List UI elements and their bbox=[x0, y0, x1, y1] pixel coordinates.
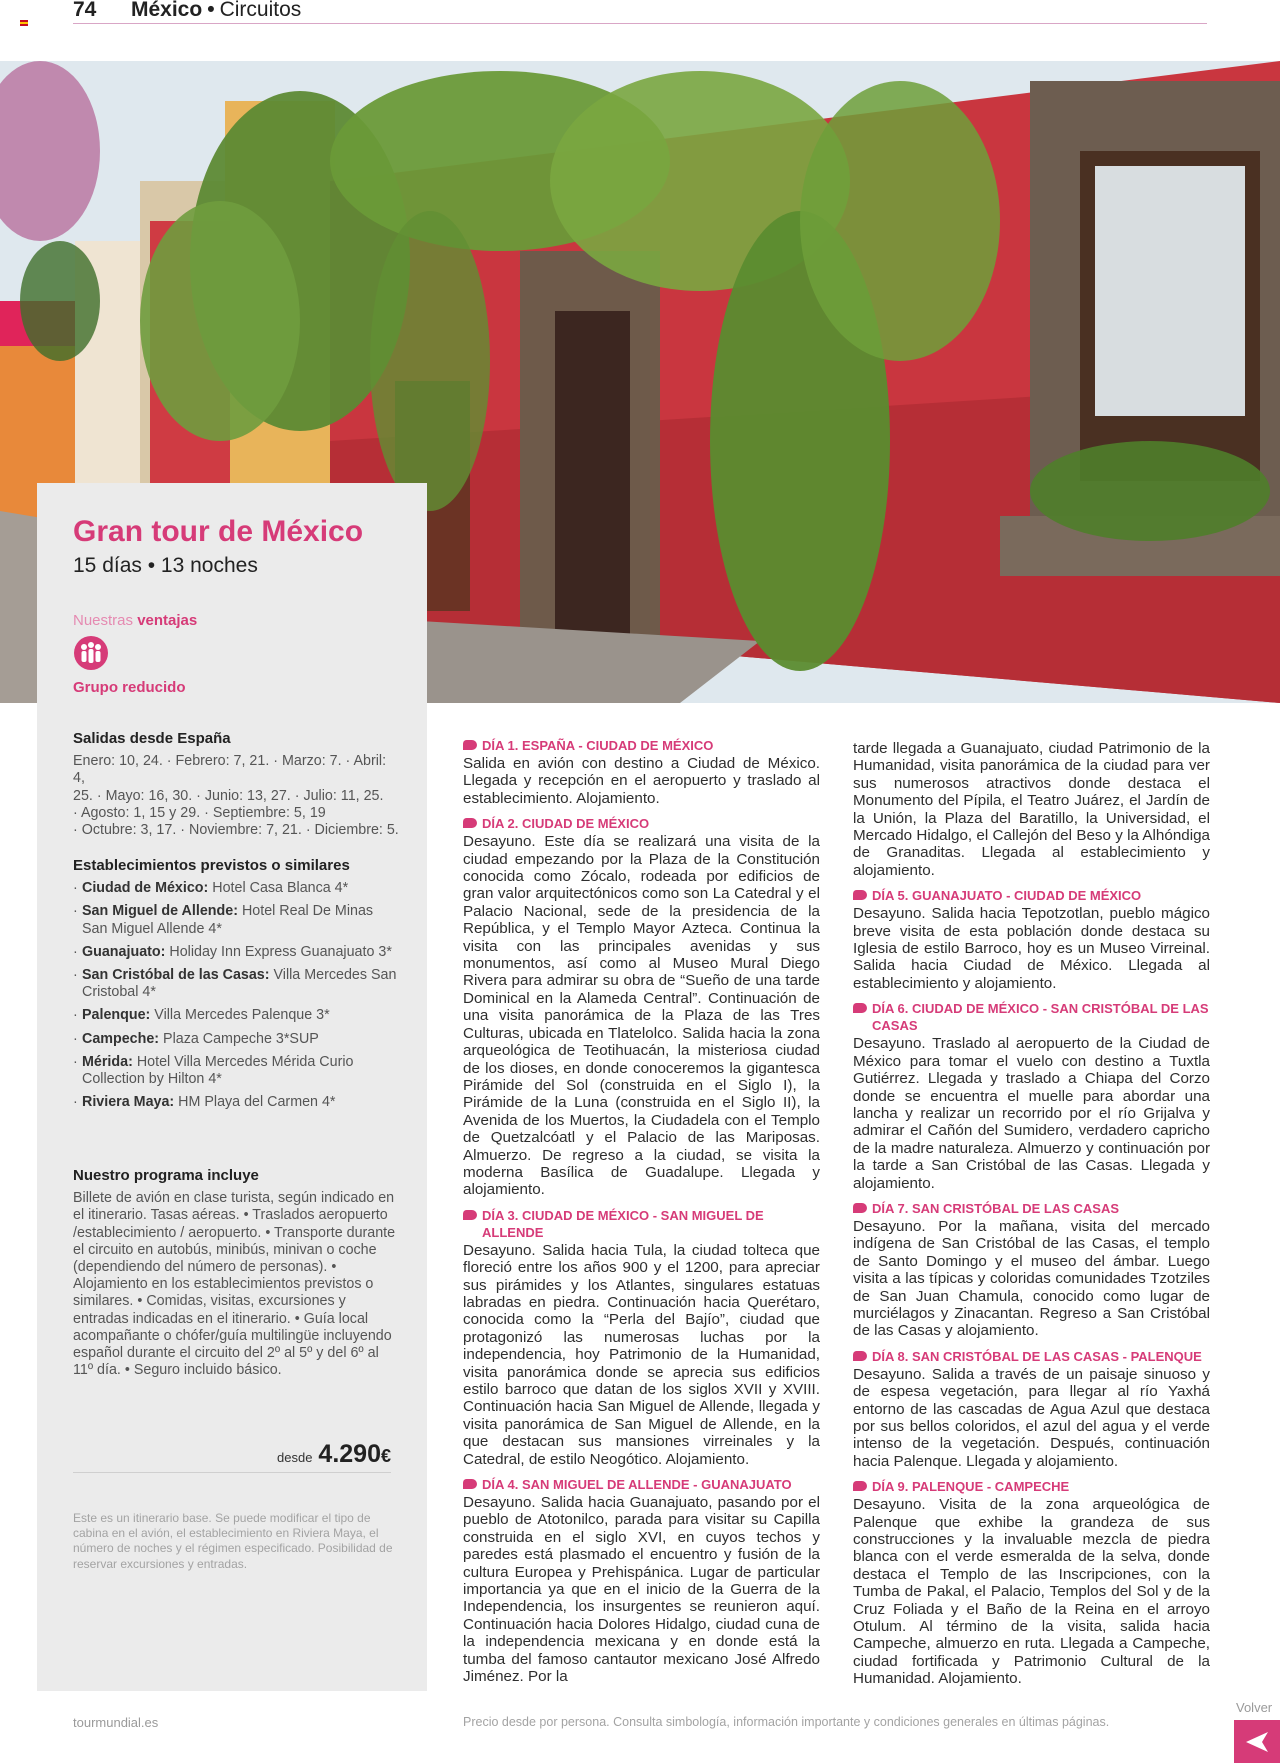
hotel-name: Hotel Real De Minas San Miguel Allende 4* bbox=[82, 903, 374, 937]
departures-line-1: Enero: 10, 24. · Febrero: 7, 21. · Marzo: 7. · Abril: 4, bbox=[73, 753, 387, 787]
day-title: DÍA 9. PALENQUE - CAMPECHE bbox=[853, 1478, 1210, 1495]
hotel-name: Villa Mercedes San Cristobal 4* bbox=[82, 967, 397, 1001]
day-title: DÍA 6. CIUDAD DE MÉXICO - SAN CRISTÓBAL DE LAS CASAS bbox=[853, 1000, 1210, 1034]
header-title bbox=[131, 0, 301, 22]
departures-section bbox=[73, 730, 399, 839]
hotel-city: Guanajuato: bbox=[82, 943, 166, 960]
includes-text: Billete de avión en clase turista, según indicado en el itinerario. Tasas aéreas. • Traslados aeropuerto /establecimiento / aeropuerto. • Transporte durante el circuito en autobús, minibús, minivan o coche (dependiendo del número de personas). • Alojamiento en los establecimientos previstos o similares. • Comidas, visitas, excursiones y entradas indicadas en el itinerario. • Guía local acompañante o chófer/guía multilingüe incluyendo español durante el circuito del 2º al 5º y del 6º al 11º día. • Seguro incluido básico. bbox=[73, 1190, 396, 1379]
footer-disclaimer: Precio desde por persona. Consulta simbología, información importante y condiciones generales en últimas páginas. bbox=[463, 1715, 1110, 1729]
advantages-label bbox=[73, 612, 197, 629]
hotel-city: Campeche: bbox=[82, 1030, 160, 1047]
day-text: Desayuno. Salida a través de un paisaje sinuoso y de espesa vegetación, para llegar al río Yaxhá entorno de las cascadas de Agua Azul que destaca por sus bellos coloridos, el azul del agua y el verde intenso de la vegetación. Después, continuación hacia Palenque. Llegada y alojamiento. bbox=[853, 1365, 1210, 1470]
day-title: DÍA 1. ESPAÑA - CIUDAD DE MÉXICO bbox=[463, 737, 820, 754]
hotel-name: HM Playa del Carmen 4* bbox=[174, 1094, 336, 1111]
departures-heading: Salidas desde España bbox=[73, 730, 231, 747]
day-title: DÍA 8. SAN CRISTÓBAL DE LAS CASAS - PALENQUE bbox=[853, 1348, 1210, 1365]
day-title: DÍA 7. SAN CRISTÓBAL DE LAS CASAS bbox=[853, 1200, 1210, 1217]
day-title: DÍA 2. CIUDAD DE MÉXICO bbox=[463, 815, 820, 832]
list-item bbox=[73, 1031, 399, 1048]
hotel-name: Plaza Campeche 3*SUP bbox=[159, 1030, 319, 1047]
departures-line-4: · Octubre: 3, 17. · Noviembre: 7, 21. · Diciembre: 5. bbox=[73, 822, 399, 839]
includes-heading: Nuestro programa incluye bbox=[73, 1167, 259, 1184]
day-text: Salida en avión con destino a Ciudad de México. Llegada y recepción en el aeropuerto y traslado al establecimiento. Alojamiento. bbox=[463, 755, 820, 807]
day-text: Desayuno. Salida hacia Guanajuato, pasando por el pueblo de Atotonilco, parada para visitar su Capilla construida en el siglo XVI, en cuyos techos y paredes está plasmado el encuentro y fusión de la cultura Europea y Prehispánica. Lugar de particular importancia ya que en el inicio de la Guerra de la Independencia, los insurgentes se reunieron aquí. Continuación hacia Dolores Hidalgo, ciudad cuna de la independencia mexicana y en donde está la tumba del famoso cantautor mexicano José Alfredo Jiménez. Por la bbox=[463, 1494, 820, 1686]
day-text-continued: tarde llegada a Guanajuato, ciudad Patrimonio de la Humanidad, visita panorámica de la ciudad para ver sus numerosos atractivos donde destaca el Monumento del Pípila, el Teatro Juárez, el Jardín de la Unión, la Plaza del Baratillo, la Universidad, el Mercado Hidalgo, el Callejón del Beso y la Alhóndiga de Granaditas. Llegada al establecimiento y alojamiento. bbox=[853, 740, 1210, 879]
tour-title: Gran tour de México bbox=[73, 515, 364, 548]
day-text: Desayuno. Visita de la zona arqueológica de Palenque que exhibe la grandeza de sus construcciones y la invaluable mezcla de piedra blanca con el verde esmeralda de la selva, donde destaca el Templo de las Inscripciones, con la Tumba de Pakal, el Palacio, Templos del Sol y de la Cruz Foliada y el Baño de la Reina en el arroyo Otulum. Al término de la visita, salida hacia Campeche, almuerzo en ruta. Llegada a Campeche, ciudad fortificada y Patrimonio Cultural de la Humanidad. Alojamiento. bbox=[853, 1496, 1210, 1688]
hotels-section bbox=[73, 857, 399, 1117]
tour-duration: 15 días • 13 noches bbox=[73, 554, 258, 577]
page-number: 74 bbox=[73, 0, 97, 21]
hotel-city: Mérida: bbox=[82, 1053, 133, 1070]
hotel-city: San Miguel de Allende: bbox=[82, 903, 238, 920]
departures-line-2: 25. · Mayo: 16, 30. · Junio: 13, 27. · Julio: 11, 25. bbox=[73, 787, 384, 804]
header-section: Circuitos bbox=[219, 0, 302, 21]
price-amount: 4.290 bbox=[318, 1440, 381, 1468]
departures-line-3: · Agosto: 1, 15 y 29. · Septiembre: 5, 19 bbox=[73, 804, 326, 821]
day-text: Desayuno. Salida hacia Tepotzotlan, pueblo mágico breve visita de esta población donde destaca su Iglesia de estilo Barroco, hoy es un Museo Virreinal. Salida hacia Ciudad de México. Llegada al establecimiento y alojamiento. bbox=[853, 905, 1210, 992]
group-icon bbox=[73, 635, 109, 671]
price-currency: € bbox=[380, 1446, 391, 1466]
spain-flag-icon bbox=[20, 20, 28, 26]
list-item bbox=[73, 944, 399, 961]
page-header bbox=[73, 0, 1207, 24]
itinerary-note: Este es un itinerario base. Se puede modificar el tipo de cabina en el avión, el establecimiento en Riviera Maya, el número de noches y el régimen especificado. Posibilidad de reservar excursiones y entradas. bbox=[73, 1511, 393, 1571]
hotel-name: Holiday Inn Express Guanajuato 3* bbox=[165, 943, 392, 960]
list-item bbox=[73, 1054, 399, 1088]
day-text: Desayuno. Traslado al aeropuerto de la Ciudad de México para tomar el vuelo con destino a Tuxtla Gutiérrez. Llegada y traslado a Chiapa del Corzo donde se encuentra el muelle para abordar una lancha y realizar un recorrido por el río Grijalva y admirar el Cañón del Sumidero, verdadero capricho de la madre naturaleza. Almuerzo y continuación por la tarde a San Cristóbal de las Casas. Llegada y alojamiento. bbox=[853, 1035, 1210, 1192]
itinerary-column-2 bbox=[853, 739, 1210, 1688]
includes-section bbox=[73, 1167, 399, 1379]
hotel-name: Villa Mercedes Palenque 3* bbox=[150, 1007, 330, 1024]
hotel-name: Hotel Casa Blanca 4* bbox=[208, 880, 349, 897]
header-country: México bbox=[131, 0, 203, 21]
price-from-label: desde bbox=[277, 1450, 313, 1465]
hotel-city: Palenque: bbox=[82, 1007, 151, 1024]
hotel-city: San Cristóbal de las Casas: bbox=[82, 967, 270, 984]
back-button[interactable] bbox=[1234, 1720, 1280, 1763]
day-title: DÍA 3. CIUDAD DE MÉXICO - SAN MIGUEL DE ALLENDE bbox=[463, 1207, 820, 1241]
hotel-city: Ciudad de México: bbox=[82, 880, 209, 897]
price-block bbox=[73, 1440, 391, 1473]
list-item bbox=[73, 880, 399, 897]
list-item bbox=[73, 967, 399, 1001]
list-item bbox=[73, 1094, 399, 1111]
day-text: Desayuno. Este día se realizará una visita de la ciudad empezando por la Plaza de la Constitución conocida como Zócalo, rodeada por edificios de gran valor arquitectónicos como son La Catedral y el Palacio Nacional, sede de la presidencia de la República, y el Templo Mayor Azteca. Continua la visita con las principales avenidas y sus monumentos, así como al Museo Mural Diego Rivera para admirar su obra de “Sueño de una tarde Dominical en la Alameda Central”. Continuación de una visita panorámica de la Plaza de las Tres Culturas, ubicada en Tlatelolco. Salida hacia la zona arqueológica de Teotihuacán, la misteriosa ciudad de los dioses, en donde conoceremos la gigantesca Pirámide del Sol (construida en el Siglo I), la Pirámide de la Luna (construida en el Siglo II), la Avenida de los Muertos, la Ciudadela con el Templo de Quetzalcóatl y el Palacio de las Mariposas. Almuerzo. De regreso a la ciudad, se visita la moderna Basílica de Guadalupe. Llegada y alojamiento. bbox=[463, 833, 820, 1199]
day-title: DÍA 5. GUANAJUATO - CIUDAD DE MÉXICO bbox=[853, 887, 1210, 904]
list-item bbox=[73, 1007, 399, 1024]
list-item bbox=[73, 903, 399, 937]
itinerary-column-1 bbox=[463, 737, 820, 1686]
hotels-heading: Establecimientos previstos o similares bbox=[73, 857, 350, 874]
site-link[interactable]: tourmundial.es bbox=[73, 1715, 159, 1730]
advantages-prefix: Nuestras bbox=[73, 612, 134, 629]
back-arrow-icon bbox=[1244, 1730, 1270, 1754]
hotel-city: Riviera Maya: bbox=[82, 1094, 175, 1111]
day-text: Desayuno. Salida hacia Tula, la ciudad tolteca que floreció entre los años 900 y el 1200, para apreciar sus pirámides y los Atlantes, singulares estatuas labradas en piedra. Continuación hacia Querétaro, conocida como la “Perla del Bajío”, ciudad que protagonizó las numerosas luchas por la independencia, hoy Patrimonio de la Humanidad, visita panorámica donde se aprecia sus edificios estilo barroco que datan de los siglos XVII y XVIII. Continuación hacia San Miguel de Allende, llegada y visita panorámica de San Miguel de Allende, en la que destacan sus mansiones virreinales y la Catedral, de estilo Neogótico. Alojamiento. bbox=[463, 1241, 820, 1468]
header-separator: • bbox=[207, 0, 215, 21]
day-text: Desayuno. Por la mañana, visita del mercado indígena de San Cristóbal de las Casas, el templo de Santo Domingo y el museo del ámbar. Luego visita a las típicas y coloridas comunidades Tzotziles de San Juan Chamula, conocido como lugar de murciélagos y Zinacantan. Regreso a San Cristóbal de las Casas y alojamiento. bbox=[853, 1217, 1210, 1340]
hotels-list bbox=[73, 880, 399, 1111]
advantage-label: Grupo reducido bbox=[73, 679, 186, 696]
back-label[interactable]: Volver bbox=[1236, 1700, 1273, 1715]
hotel-name: Hotel Villa Mercedes Mérida Curio Collection by Hilton 4* bbox=[82, 1053, 354, 1088]
advantages-word: ventajas bbox=[137, 612, 198, 629]
day-title: DÍA 4. SAN MIGUEL DE ALLENDE - GUANAJUATO bbox=[463, 1476, 820, 1493]
